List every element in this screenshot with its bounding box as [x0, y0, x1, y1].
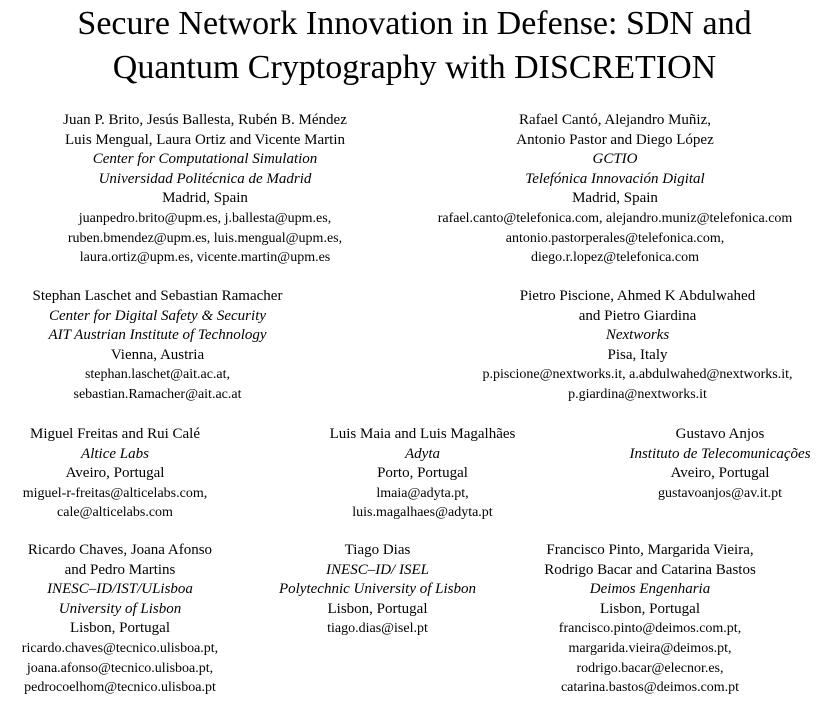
author-block-telefonica: [405, 111, 825, 268]
affiliation: INESC–ID/ ISEL: [326, 561, 429, 578]
author-names: Stephan Laschet and Sebastian Ramacher: [32, 288, 283, 304]
email-line[interactable]: miguel-r-freitas@alticelabs.com,: [22, 485, 208, 501]
email-line[interactable]: ricardo.chaves@tecnico.ulisboa.pt,: [21, 640, 219, 656]
affiliation: Adyta: [405, 445, 440, 462]
affiliation: Center for Computational Simulation: [92, 151, 318, 168]
author-block-upm: [5, 111, 405, 268]
location: Lisbon, Portugal: [600, 600, 700, 617]
author-names: Luis Maia and Luis Magalhães: [329, 426, 516, 442]
email-line[interactable]: gustavoanjos@av.it.pt: [658, 485, 782, 501]
email-line[interactable]: catarina.bastos@deimos.com.pt: [560, 680, 740, 696]
email-line[interactable]: rafael.canto@telefonica.com, alejandro.muniz@telefonica.com: [437, 210, 793, 226]
email-line[interactable]: lmaia@adyta.pt,: [376, 485, 469, 501]
author-names: and Pietro Giardina: [578, 307, 697, 324]
affiliation: University of Lisbon: [58, 600, 182, 617]
location: Vienna, Austria: [110, 346, 205, 363]
author-block-ait: [0, 287, 315, 405]
email-line[interactable]: rodrigo.bacar@elecnor.es,: [576, 660, 724, 676]
author-block-isel: [265, 541, 490, 639]
email-line[interactable]: joana.afonso@tecnico.ulisboa.pt,: [26, 660, 214, 676]
email-line[interactable]: ruben.bmendez@upm.es, luis.mengual@upm.es,: [67, 230, 343, 246]
email-line[interactable]: laura.ortiz@upm.es, vicente.martin@upm.es: [79, 250, 331, 266]
affiliation: Universidad Politécnica de Madrid: [98, 170, 312, 187]
author-names: Miguel Freitas and Rui Calé: [30, 426, 200, 442]
email-line[interactable]: tiago.dias@isel.pt: [327, 621, 428, 637]
affiliation: Altice Labs: [81, 445, 149, 462]
location: Aveiro, Portugal: [670, 465, 770, 482]
location: Porto, Portugal: [377, 465, 468, 482]
title-line-1: Secure Network Innovation in Defense: SDN and: [77, 5, 752, 42]
location: Lisbon, Portugal: [70, 620, 170, 637]
title-line-2: Quantum Cryptography with DISCRETION: [112, 49, 717, 86]
email-line[interactable]: margarida.vieira@deimos.pt,: [568, 640, 732, 656]
affiliation: Polytechnic University of Lisbon: [278, 581, 477, 598]
author-names: Antonio Pastor and Diego López: [516, 131, 714, 148]
email-line[interactable]: sebastian.Ramacher@ait.ac.at: [73, 386, 242, 402]
email-line[interactable]: p.piscione@nextworks.it, a.abdulwahed@nextworks.it,: [482, 367, 793, 383]
author-names: Ricardo Chaves, Joana Afonso: [27, 542, 213, 558]
author-block-deimos: [515, 541, 785, 698]
author-block-nextworks: [450, 287, 825, 405]
location: Pisa, Italy: [607, 346, 668, 363]
email-line[interactable]: stephan.laschet@ait.ac.at,: [84, 367, 231, 383]
affiliation: INESC–ID/IST/ULisboa: [47, 581, 193, 598]
email-line[interactable]: francisco.pinto@deimos.com.pt,: [558, 621, 742, 637]
author-block-altice: [0, 425, 230, 523]
affiliation: GCTIO: [592, 151, 638, 168]
affiliation: Nextworks: [605, 327, 670, 344]
author-names: Francisco Pinto, Margarida Vieira,: [546, 542, 754, 558]
author-names: Pietro Piscione, Ahmed K Abdulwahed: [519, 288, 756, 304]
paper-title: [0, 2, 829, 90]
affiliation: Instituto de Telecomunicações: [629, 445, 811, 462]
location: Madrid, Spain: [162, 190, 248, 207]
affiliation: Deimos Engenharia: [589, 581, 711, 598]
author-names: Rafael Cantó, Alejandro Muñiz,: [518, 112, 712, 128]
author-block-adyta: [305, 425, 540, 523]
email-line[interactable]: luis.magalhaes@adyta.pt: [352, 505, 493, 521]
email-line[interactable]: antonio.pastorperales@telefonica.com,: [505, 230, 725, 246]
location: Lisbon, Portugal: [327, 600, 428, 617]
location: Madrid, Spain: [572, 190, 658, 207]
email-line[interactable]: cale@alticelabs.com: [57, 505, 173, 521]
affiliation: AIT Austrian Institute of Technology: [48, 327, 267, 344]
author-names: and Pedro Martins: [64, 561, 176, 578]
email-line[interactable]: pedrocoelhom@tecnico.ulisboa.pt: [24, 680, 216, 696]
affiliation: Center for Digital Safety & Security: [48, 307, 267, 324]
author-names: Juan P. Brito, Jesús Ballesta, Rubén B. Méndez: [63, 112, 347, 128]
author-names: Rodrigo Bacar and Catarina Bastos: [544, 561, 756, 578]
author-block-inesc: [0, 541, 240, 698]
email-line[interactable]: p.giardina@nextworks.it: [568, 386, 707, 402]
author-names: Luis Mengual, Laura Ortiz and Vicente Martin: [65, 131, 345, 148]
email-line[interactable]: juanpedro.brito@upm.es, j.ballesta@upm.es,: [78, 210, 332, 226]
email-line[interactable]: diego.r.lopez@telefonica.com: [531, 250, 699, 266]
author-block-it: [615, 425, 825, 503]
affiliation: Telefónica Innovación Digital: [525, 170, 705, 187]
author-names: Tiago Dias: [344, 542, 411, 558]
location: Aveiro, Portugal: [65, 465, 165, 482]
author-names: Gustavo Anjos: [675, 426, 765, 442]
